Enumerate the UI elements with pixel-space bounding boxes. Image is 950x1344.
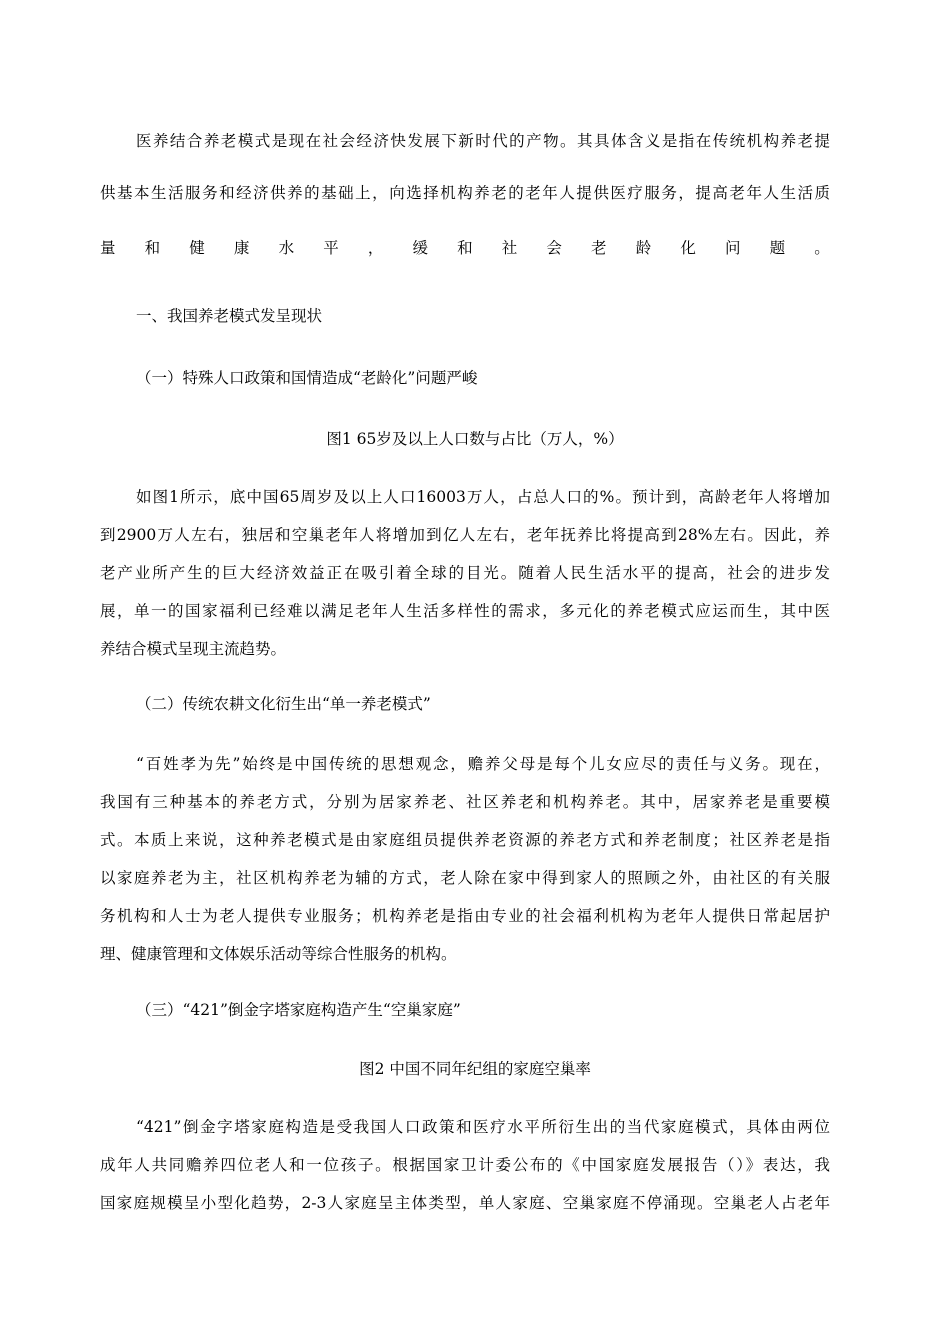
intro-line-3 <box>100 236 830 258</box>
intro-char: ， <box>367 239 384 257</box>
paragraph-line: “421”倒金字塔家庭构造是受我国人口政策和医疗水平所衍生出的当代家庭模式，具体由两位 <box>136 1118 830 1136</box>
intro-char: 康 <box>233 239 250 257</box>
intro-char: 老 <box>591 239 607 257</box>
paragraph-line: 到2900万人左右，独居和空巢老年人将增加到亿人左右，老年抚养比将提高到28%左右。因此，养 <box>100 526 830 544</box>
paragraph-line: 展，单一的国家福利已经难以满足老年人生活多样性的需求，多元化的养老模式应运而生，其中医 <box>100 602 830 620</box>
paragraph-line: 理、健康管理和文体娱乐活动等综合性服务的机构。 <box>100 945 457 963</box>
intro-paragraph <box>100 122 830 212</box>
paragraph-line: 成年人共同赡养四位老人和一位孩子。根据国家卫计委公布的《中国家庭发展报告（）》表达，我 <box>100 1156 830 1174</box>
section-heading: 一、我国养老模式发呈现状 <box>136 307 323 325</box>
intro-char: 龄 <box>635 239 652 257</box>
intro-char: 题 <box>769 239 786 257</box>
subsection-heading: （三）“421”倒金字塔家庭构造产生“空巢家庭” <box>136 1001 461 1019</box>
intro-char: 健 <box>189 239 205 257</box>
figure-caption: 图1 65岁及以上人口数与占比（万人，%） <box>326 430 624 448</box>
paragraph-line: 务机构和人士为老人提供专业服务；机构养老是指由专业的社会福利机构为老年人提供日常起居护 <box>100 907 830 925</box>
intro-char: 。 <box>814 239 830 257</box>
paragraph-line: “百姓孝为先”始终是中国传统的思想观念，赡养父母是每个儿女应尽的责任与义务。现在， <box>136 755 830 773</box>
paragraph-line: 以家庭养老为主，社区机构养老为辅的方式，老人除在家中得到家人的照顾之外，由社区的有关服 <box>100 869 830 887</box>
intro-char: 和 <box>144 239 161 257</box>
paragraph-line: 如图1所示，底中国65周岁及以上人口16003万人，占总人口的%。预计到，高龄老年人将增加 <box>136 488 830 506</box>
body-paragraph <box>100 478 830 668</box>
intro-char: 平 <box>323 239 339 257</box>
intro-char: 和 <box>457 239 473 257</box>
intro-char: 会 <box>546 239 562 257</box>
intro-char: 水 <box>278 239 295 257</box>
paragraph-line: 养结合模式呈现主流趋势。 <box>100 640 287 658</box>
subsection-heading: （二）传统农耕文化衍生出“单一养老模式” <box>136 695 431 713</box>
intro-char: 问 <box>724 239 741 257</box>
intro-line-1: 医养结合养老模式是现在社会经济快发展下新时代的产物。其具体含义是指在传统机构养老提 <box>136 132 830 150</box>
paragraph-line: 国家庭规模呈小型化趋势，2-3人家庭呈主体类型，单人家庭、空巢家庭不停涌现。空巢老人占老年 <box>100 1194 830 1212</box>
intro-char: 量 <box>100 239 116 257</box>
body-paragraph <box>100 1108 830 1222</box>
subsection-heading: （一）特殊人口政策和国情造成“老龄化”问题严峻 <box>136 369 478 387</box>
paragraph-line: 老产业所产生的巨大经济效益正在吸引着全球的目光。随着人民生活水平的提高，社会的进步发 <box>100 564 830 582</box>
paragraph-line: 我国有三种基本的养老方式，分别为居家养老、社区养老和机构养老。其中，居家养老是重要模 <box>100 793 830 811</box>
intro-char: 缓 <box>412 239 428 257</box>
intro-char: 化 <box>680 239 696 257</box>
intro-line-2: 供基本生活服务和经济供养的基础上，向选择机构养老的老年人提供医疗服务，提高老年人生活质 <box>100 184 830 202</box>
body-paragraph <box>100 745 830 973</box>
intro-char: 社 <box>501 239 518 257</box>
paragraph-line: 式。本质上来说，这种养老模式是由家庭组员提供养老资源的养老方式和养老制度；社区养老是指 <box>100 831 830 849</box>
figure-caption: 图2 中国不同年纪组的家庭空巢率 <box>359 1060 591 1078</box>
